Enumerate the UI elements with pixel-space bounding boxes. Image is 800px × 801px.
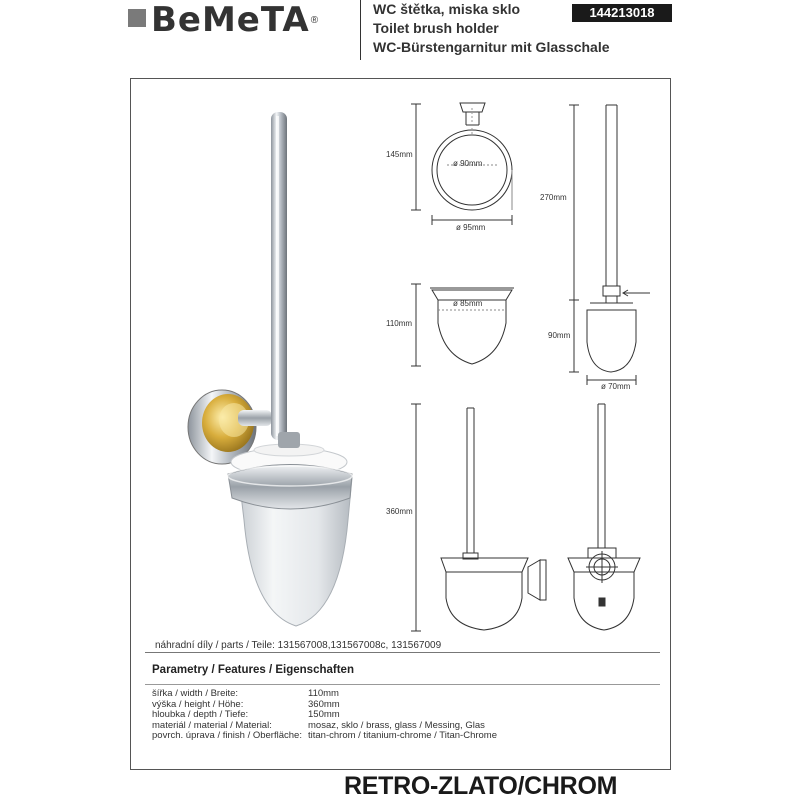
dim-total-height: 360mm [386, 507, 413, 516]
param-value: mosaz, sklo / brass, glass / Messing, Glas [308, 719, 485, 731]
spare-parts: náhradní díly / parts / Teile: 131567008,131567008c, 131567009 [155, 640, 442, 651]
param-value: 360mm [308, 698, 340, 710]
params-table [152, 689, 497, 742]
param-row [152, 731, 497, 742]
product-name-cz: WC štětka, miska sklo [373, 1, 521, 17]
dim-bowl-diameter: ø 85mm [453, 299, 483, 308]
product-name-de: WC-Bürstengarnitur mit Glasschale [373, 39, 610, 55]
params-divider [145, 684, 660, 685]
param-row [152, 689, 497, 700]
dim-brush-length: 270mm [540, 193, 567, 202]
product-name-en: Toilet brush holder [373, 20, 499, 36]
param-label: hloubka / depth / Tiefe: [152, 709, 249, 721]
side-view-drawing [411, 404, 546, 631]
product-code-badge: 144213018 [572, 4, 672, 22]
param-value: titan-chrom / titanium-chrome / Titan-Chrome [308, 730, 498, 742]
param-label: šířka / width / Breite: [152, 688, 239, 699]
params-heading: Parametry / Features / Eigenschaften [152, 664, 354, 676]
bowl-drawing [411, 284, 514, 366]
registered-mark: ® [310, 14, 319, 26]
brand-name: BeMeTA [151, 0, 310, 40]
param-label: materiál / material / Material: [152, 719, 272, 731]
dim-ring-diameter: ø 90mm [453, 159, 483, 168]
param-value: 110mm [308, 688, 339, 699]
dim-brush-diameter: ø 70mm [601, 382, 631, 391]
dim-bowl-height: 110mm [386, 319, 413, 328]
dim-top-height: 145mm [386, 150, 413, 159]
brush-drawing [569, 105, 650, 385]
product-photo [188, 112, 352, 626]
param-label: povrch. úprava / finish / Oberfläche: [152, 730, 302, 742]
technical-drawings [411, 103, 650, 631]
param-value: 150mm [308, 709, 340, 721]
param-label: výška / height / Höhe: [152, 698, 244, 710]
dim-ring-outer: ø 95mm [456, 223, 486, 232]
front-view-drawing [568, 404, 640, 630]
dim-brush-head: 90mm [548, 331, 571, 340]
section-divider [145, 652, 660, 653]
series-name: RETRO-ZLATO/CHROM [344, 772, 618, 800]
dimension-labels [386, 150, 631, 516]
